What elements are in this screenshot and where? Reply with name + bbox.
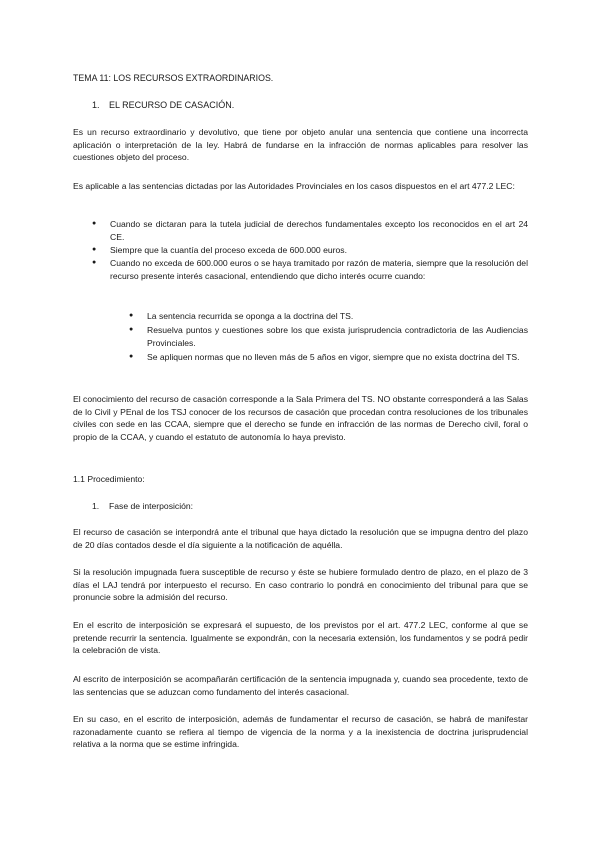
list-item: ● Siempre que la cuantía del proceso exceda de 600.000 euros.	[92, 244, 528, 257]
phase-heading-text: Fase de interposición:	[109, 501, 194, 511]
list-item: ● Cuando se dictaran para la tutela judicial de derechos fundamentales excepto los reconocidos en el art 24 CE.	[92, 218, 528, 243]
paragraph-competence: El conocimiento del recurso de casación corresponde a la Sala Primera del TS. NO obstante corresponderá a las Salas de lo Civil y PEnal de los TSJ conocer de los recursos de casación que procedan contra resoluciones de los tribunales civiles con sede en las CCAA, siempre que el derecho se funde en infracción de las normas de Derecho civil, foral o propio de la CCAA, y cuando el estatuto de autonomía lo haya previsto.	[73, 394, 528, 442]
list-item: ● Cuando no exceda de 600.000 euros o se haya tramitado por razón de materia, siempre que la resolución del recurso presente interés casacional, entendiendo que dicho interés ocurre cuando:	[92, 257, 528, 282]
section-number: 1.	[92, 100, 100, 110]
paragraph-definition: Es un recurso extraordinario y devolutivo, que tiene por objeto anular una sentencia que contiene una incorrecta aplicación o interpretación de la ley. Habrá de fundarse en la infracción de normas aplicables para resolver las cuestiones objeto del proceso.	[73, 127, 528, 163]
paragraph-reasoning: En su caso, en el escrito de interposición, además de fundamentar el recurso de casación, se habrá de manifestar razonadamente cuanto se refiera al tiempo de vigencia de la norma y a la inexistencia de doctrina jurisprudencial relativa a la norma que se estime infringida.	[73, 714, 528, 750]
list-item: ● Se apliquen normas que no lleven más de 5 años en vigor, siempre que no exista doctrina del TS.	[129, 351, 528, 364]
phase-number: 1.	[92, 501, 100, 511]
section-heading	[92, 99, 547, 112]
paragraph-applicability: Es aplicable a las sentencias dictadas por las Autoridades Provinciales en los casos dispuestos en el art 477.2 LEC:	[73, 181, 515, 191]
bullet-list	[92, 218, 528, 283]
section-heading-text: EL RECURSO DE CASACIÓN.	[109, 100, 235, 110]
list-item: ● La sentencia recurrida se oponga a la doctrina del TS.	[129, 310, 528, 323]
paragraph-deadline: El recurso de casación se interpondrá ante el tribunal que haya dictado la resolución que se impugna dentro del plazo de 20 días contados desde el día siguiente a la notificación de aquélla.	[73, 527, 528, 550]
paragraph-brief-content: En el escrito de interposición se expresará el supuesto, de los previstos por el art. 477.2 LEC, conforme al que se pretende recurrir la sentencia. Igualmente se expondrán, con la necesaria extensión, los fundamentos y se podrá pedir la celebración de vista.	[73, 620, 528, 656]
phase-heading	[92, 500, 547, 513]
list-item: ● Resuelva puntos y cuestiones sobre los que exista jurisprudencia contradictoria de las Audiencias Provinciales.	[129, 324, 528, 349]
paragraph-attachments: Al escrito de interposición se acompañarán certificación de la sentencia impugnada y, cuando sea procedente, texto de las sentencias que se aduzcan como fundamento del interés casacional.	[73, 674, 528, 697]
subsection-heading: 1.1 Procedimiento:	[73, 474, 145, 484]
sub-bullet-list	[129, 310, 528, 365]
document-title: TEMA 11: LOS RECURSOS EXTRAORDINARIOS.	[73, 73, 274, 83]
paragraph-admission: Si la resolución impugnada fuera susceptible de recurso y éste se hubiere formulado dentro de plazo, en el plazo de 3 días el LAJ tendrá por interpuesto el recurso. En caso contrario lo pondrá en conocimiento del tribunal para que se pronuncie sobre la admisión del recurso.	[73, 567, 528, 603]
